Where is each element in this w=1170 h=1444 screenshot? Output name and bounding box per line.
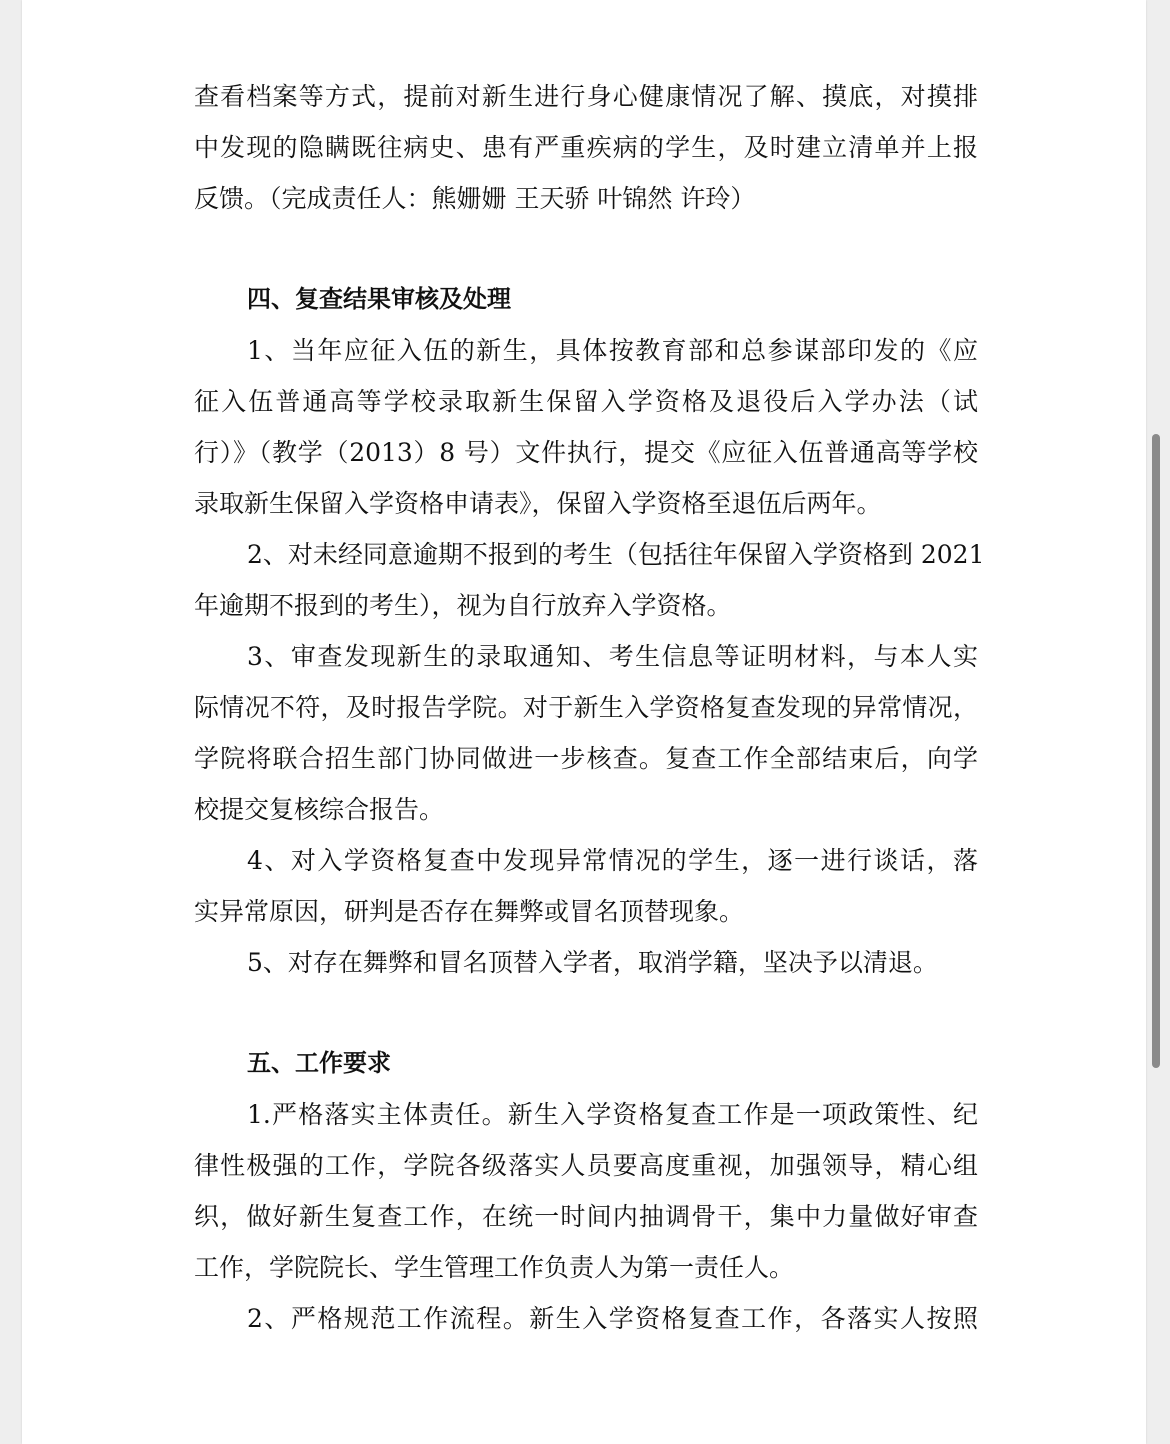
s4-item4-line2: 实异常原因，研判是否存在舞弊或冒名顶替现象。 <box>194 897 745 926</box>
intro-line-3: 反馈。（完成责任人：熊姗姗 王天骄 叶锦然 许玲） <box>194 184 756 213</box>
s4-item3-line3: 学院将联合招生部门协同做进一步核查。复查工作全部结束后，向学 <box>194 744 978 773</box>
document-page <box>22 0 1146 1444</box>
vertical-scrollbar[interactable] <box>1152 434 1160 1068</box>
section-5-heading: 五、工作要求 <box>247 1049 391 1077</box>
s4-item3-line1: 3、审查发现新生的录取通知、考生信息等证明材料，与本人实 <box>247 642 978 671</box>
s4-item1-line2: 征入伍普通高等学校录取新生保留入学资格及退役后入学办法（试 <box>194 387 978 416</box>
s4-item3-line4: 校提交复核综合报告。 <box>194 795 445 824</box>
s4-item2-line2: 年逾期不报到的考生），视为自行放弃入学资格。 <box>194 591 732 620</box>
s5-item1-line1: 1.严格落实主体责任。新生入学资格复查工作是一项政策性、纪 <box>247 1100 978 1129</box>
document-content <box>194 71 985 1344</box>
s5-item1-line4: 工作，学院院长、学生管理工作负责人为第一责任人。 <box>194 1253 795 1282</box>
s4-item3-line2: 际情况不符，及时报告学院。对于新生入学资格复查发现的异常情况， <box>194 693 978 722</box>
s5-item1-line2: 律性极强的工作，学院各级落实人员要高度重视，加强领导，精心组 <box>194 1151 978 1180</box>
s5-item1-line3: 织，做好新生复查工作，在统一时间内抽调骨干，集中力量做好审查 <box>194 1202 978 1231</box>
s4-item1-line1: 1、当年应征入伍的新生，具体按教育部和总参谋部印发的《应 <box>247 336 978 365</box>
s4-item4-line1: 4、对入学资格复查中发现异常情况的学生，逐一进行谈话，落 <box>247 846 978 875</box>
section-gap <box>194 224 978 274</box>
section-4-heading: 四、复查结果审核及处理 <box>247 285 511 313</box>
s4-item1-line3: 行）》（教学（2013）8 号）文件执行，提交《应征入伍普通高等学校 <box>194 438 978 467</box>
section-gap <box>194 988 978 1038</box>
intro-line-2: 中发现的隐瞒既往病史、患有严重疾病的学生，及时建立清单并上报 <box>194 133 978 162</box>
intro-line-1: 查看档案等方式，提前对新生进行身心健康情况了解、摸底，对摸排 <box>194 82 978 111</box>
s4-item5-line1: 5、对存在舞弊和冒名顶替入学者，取消学籍，坚决予以清退。 <box>247 948 938 977</box>
s4-item1-line4: 录取新生保留入学资格申请表》，保留入学资格至退伍后两年。 <box>194 489 882 518</box>
s4-item2-line1: 2、对未经同意逾期不报到的考生（包括往年保留入学资格到 2021 <box>247 540 985 569</box>
s5-item2-line1: 2、严格规范工作流程。新生入学资格复查工作，各落实人按照 <box>247 1304 978 1333</box>
